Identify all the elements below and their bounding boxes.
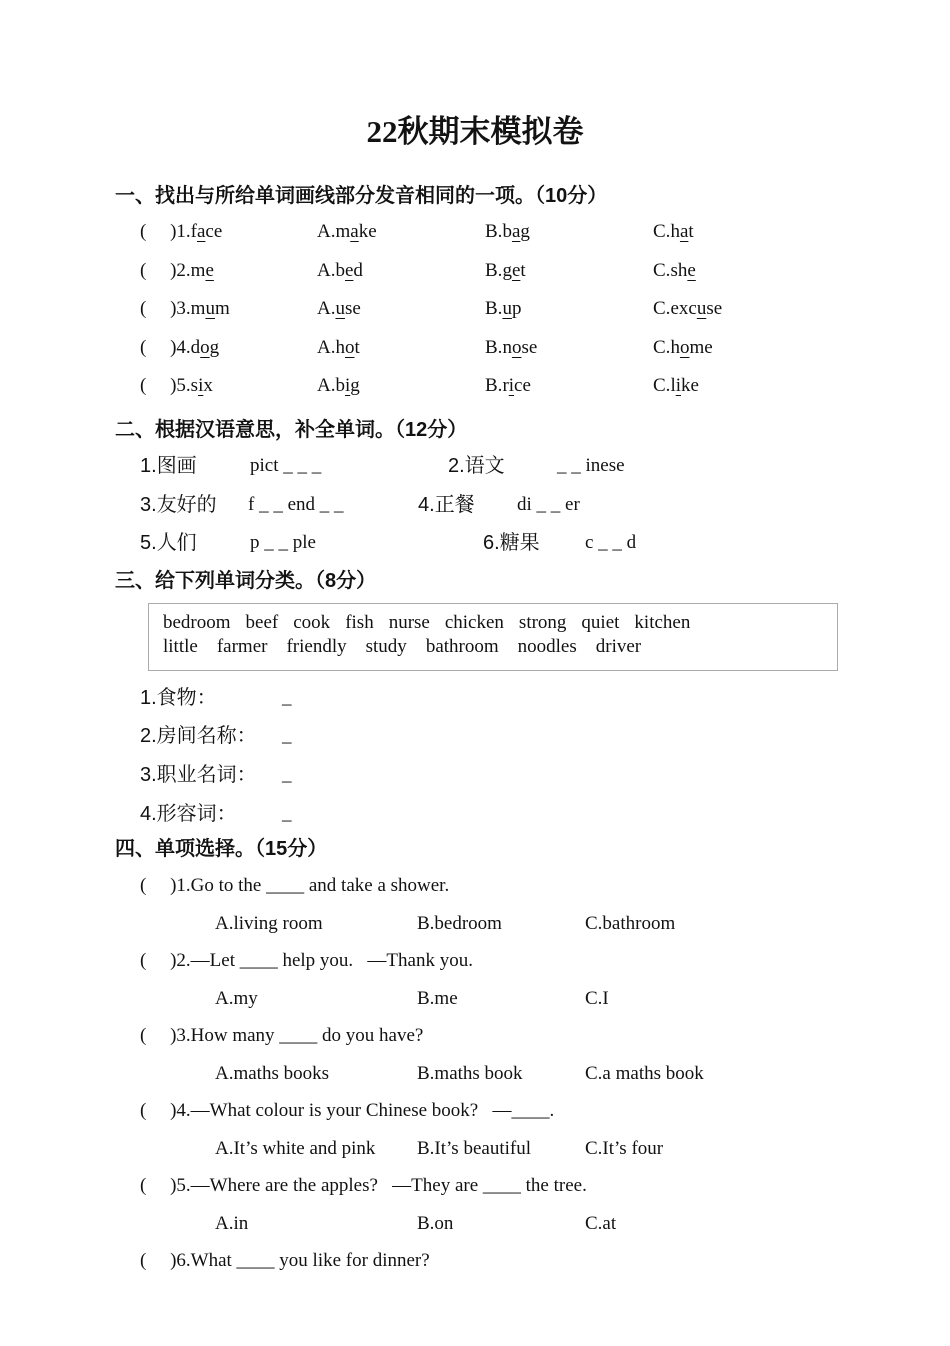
word-bank-word: friendly	[286, 635, 347, 657]
question-stem	[115, 1092, 895, 1130]
question-number: 1.	[176, 875, 191, 897]
word-bank-word: bathroom	[425, 635, 499, 657]
question-text: —Let ____ help you. —Thank you.	[190, 950, 473, 972]
category-blank: _	[282, 802, 292, 824]
question-text: —Where are the apples? —They are ____ the tree.	[190, 1175, 587, 1197]
question-stem	[115, 1167, 895, 1205]
question-text: Go to the ____ and take a shower.	[190, 875, 450, 897]
question-number: 5.	[176, 375, 191, 397]
answer-paren: ( )	[140, 1025, 177, 1047]
phonics-row	[115, 213, 895, 252]
word-bank-word: farmer	[216, 635, 268, 657]
phonics-option-b: B.up	[485, 298, 522, 320]
option-a: A.living room	[215, 912, 323, 934]
question-number: 2.	[176, 259, 191, 281]
item-blank-word-left: pict _ _ _	[250, 454, 322, 476]
underlined-letter: u	[502, 298, 512, 320]
underlined-letter: a	[511, 221, 521, 242]
item-blank-word-right: di _ _ er	[517, 493, 580, 515]
category-row	[115, 679, 895, 718]
underlined-letter: i	[508, 375, 515, 397]
category-list	[115, 679, 895, 833]
answer-paren: ( )	[140, 1175, 177, 1197]
option-b: B.on	[417, 1212, 454, 1234]
answer-paren: ( )	[140, 298, 177, 320]
underlined-letter: e	[687, 259, 696, 281]
category-label: 3.职业名词：	[140, 763, 257, 786]
stem-word: six	[190, 375, 213, 397]
question-stem	[115, 1017, 895, 1055]
question-number: 3.	[176, 1025, 191, 1047]
category-label: 4.形容词：	[140, 802, 237, 825]
phonics-stem	[140, 290, 317, 329]
question-number: 5.	[176, 1175, 191, 1197]
word-bank-word: fish	[345, 611, 374, 633]
item-blank-word-left: p _ _ ple	[250, 532, 316, 554]
question-number: 4.	[176, 1100, 191, 1122]
word-bank-line-1	[163, 611, 825, 635]
question-stem	[115, 942, 895, 980]
underlined-letter: a	[350, 221, 359, 242]
item-chinese-left: 1.图画	[140, 454, 197, 477]
question-number: 2.	[176, 950, 191, 972]
item-chinese-left: 5.人们	[140, 532, 197, 555]
stem-word: me	[190, 259, 214, 281]
word-completion-row	[115, 524, 895, 563]
category-label: 2.房间名称：	[140, 725, 257, 748]
option-b: B.bedroom	[417, 912, 502, 934]
item-chinese-right: 6.糖果	[483, 532, 540, 555]
phonics-row	[115, 252, 895, 291]
phonics-option-a: A.use	[317, 298, 361, 320]
question-number: 3.	[176, 298, 191, 320]
question-options	[115, 905, 895, 943]
phonics-option-c: C.hat	[653, 221, 694, 242]
section-2-heading: 二、根据汉语意思，补全单词。（12分）	[115, 418, 468, 441]
question-number: 6.	[176, 1250, 191, 1272]
answer-paren: ( )	[140, 259, 177, 281]
mc-question	[115, 1017, 895, 1092]
section-1-heading: 一、找出与所给单词画线部分发音相同的一项。（10分）	[115, 185, 608, 207]
stem-word: face	[190, 221, 223, 242]
word-completion-row	[115, 447, 895, 486]
answer-paren: ( )	[140, 1250, 177, 1272]
word-bank-word: bedroom	[163, 611, 231, 633]
question-text: —What colour is your Chinese book? —____.	[190, 1100, 555, 1122]
category-blank: _	[282, 763, 292, 785]
section-4-heading: 四、单项选择。（15分）	[115, 838, 328, 861]
answer-paren: ( )	[140, 336, 177, 358]
underlined-letter: e	[344, 259, 354, 281]
item-blank-word-right: c _ _ d	[585, 532, 637, 554]
question-options	[115, 1130, 895, 1168]
category-label: 1.食物：	[140, 686, 217, 709]
option-c: C.a maths book	[585, 1062, 704, 1084]
underlined-letter: o	[200, 336, 210, 358]
option-c: C.It’s four	[585, 1137, 664, 1159]
mc-question	[115, 1092, 895, 1167]
word-bank-word: study	[365, 635, 407, 657]
mc-question	[115, 1167, 895, 1242]
option-a: A.It’s white and pink	[215, 1137, 376, 1159]
phonics-option-b: B.get	[485, 259, 526, 281]
word-bank	[148, 603, 838, 671]
item-chinese-right: 2.语文	[448, 454, 505, 477]
underlined-letter: u	[205, 298, 215, 320]
underlined-letter: i	[675, 375, 681, 397]
question-stem	[115, 1242, 895, 1280]
item-chinese-right: 4.正餐	[418, 493, 475, 516]
answer-paren: ( )	[140, 950, 177, 972]
question-stem	[115, 867, 895, 905]
option-a: A.in	[215, 1212, 249, 1234]
word-bank-word: strong	[518, 611, 567, 633]
underlined-letter: o	[511, 336, 522, 358]
section-4-multiple-choice	[115, 867, 895, 1280]
phonics-stem	[140, 367, 317, 406]
phonics-option-b: B.nose	[485, 336, 538, 358]
answer-paren: ( )	[140, 1100, 177, 1122]
section-1-phonics	[115, 213, 895, 406]
phonics-option-b: B.rice	[485, 375, 531, 397]
underlined-letter: i	[198, 375, 204, 397]
phonics-option-a: A.make	[317, 221, 377, 242]
answer-paren: ( )	[140, 375, 177, 397]
word-bank-word: beef	[245, 611, 279, 633]
phonics-row	[115, 367, 895, 406]
underlined-letter: a	[196, 221, 206, 242]
phonics-option-c: C.home	[653, 336, 713, 358]
question-options	[115, 1205, 895, 1243]
underlined-letter: e	[511, 259, 521, 281]
answer-paren: ( )	[140, 875, 177, 897]
question-options	[115, 980, 895, 1018]
option-c: C.bathroom	[585, 912, 676, 934]
mc-question	[115, 1242, 895, 1280]
option-b: B.maths book	[417, 1062, 523, 1084]
section-2-word-completion	[115, 447, 895, 563]
word-bank-word: quiet	[581, 611, 620, 633]
phonics-option-c: C.she	[653, 259, 696, 281]
option-c: C.at	[585, 1212, 617, 1234]
phonics-stem	[140, 213, 317, 252]
underlined-letter: e	[205, 259, 214, 281]
question-text: How many ____ do you have?	[190, 1025, 424, 1047]
category-row	[115, 756, 895, 795]
category-blank: _	[282, 725, 292, 747]
phonics-stem	[140, 329, 317, 368]
phonics-option-a: A.big	[317, 375, 360, 397]
item-blank-word-right: _ _ inese	[557, 454, 625, 476]
item-blank-word-left: f _ _ end _ _	[248, 493, 344, 515]
phonics-option-a: A.bed	[317, 259, 363, 281]
underlined-letter: o	[679, 336, 690, 358]
underlined-letter: i	[344, 375, 351, 397]
option-c: C.I	[585, 987, 609, 1009]
mc-question	[115, 867, 895, 942]
phonics-option-c: C.excuse	[653, 298, 723, 320]
underlined-letter: u	[696, 298, 707, 320]
word-bank-word: noodles	[517, 635, 577, 657]
category-row	[115, 795, 895, 834]
option-a: A.maths books	[215, 1062, 329, 1084]
phonics-row	[115, 290, 895, 329]
word-bank-word: kitchen	[634, 611, 691, 633]
category-row	[115, 717, 895, 756]
question-number: 1.	[176, 221, 191, 242]
mc-question	[115, 942, 895, 1017]
question-text: What ____ you like for dinner?	[190, 1250, 430, 1272]
phonics-option-a: A.hot	[317, 336, 360, 358]
word-bank-word: chicken	[444, 611, 504, 633]
underlined-letter: u	[335, 298, 345, 320]
phonics-option-b: B.bag	[485, 221, 530, 242]
question-number: 4.	[176, 336, 191, 358]
underlined-letter: a	[679, 221, 689, 242]
word-bank-word: nurse	[388, 611, 430, 633]
category-blank: _	[282, 686, 292, 708]
word-completion-row	[115, 486, 895, 525]
stem-word: dog	[190, 336, 220, 358]
phonics-stem	[140, 252, 317, 291]
section-3-heading: 三、给下列单词分类。（8分）	[115, 569, 377, 592]
word-bank-word: driver	[595, 635, 642, 657]
item-chinese-left: 3.友好的	[140, 493, 217, 516]
word-bank-word: little	[163, 635, 198, 657]
word-bank-line-2	[163, 635, 825, 659]
page-title: 22秋期末模拟卷	[366, 114, 584, 149]
word-bank-word: cook	[293, 611, 331, 633]
phonics-row	[115, 329, 895, 368]
underlined-letter: o	[344, 336, 355, 358]
question-options	[115, 1055, 895, 1093]
answer-paren: ( )	[140, 221, 177, 242]
stem-word: mum	[190, 298, 230, 320]
option-b: B.It’s beautiful	[417, 1137, 531, 1159]
phonics-option-c: C.like	[653, 375, 699, 397]
option-b: B.me	[417, 987, 458, 1009]
option-a: A.my	[215, 987, 258, 1009]
